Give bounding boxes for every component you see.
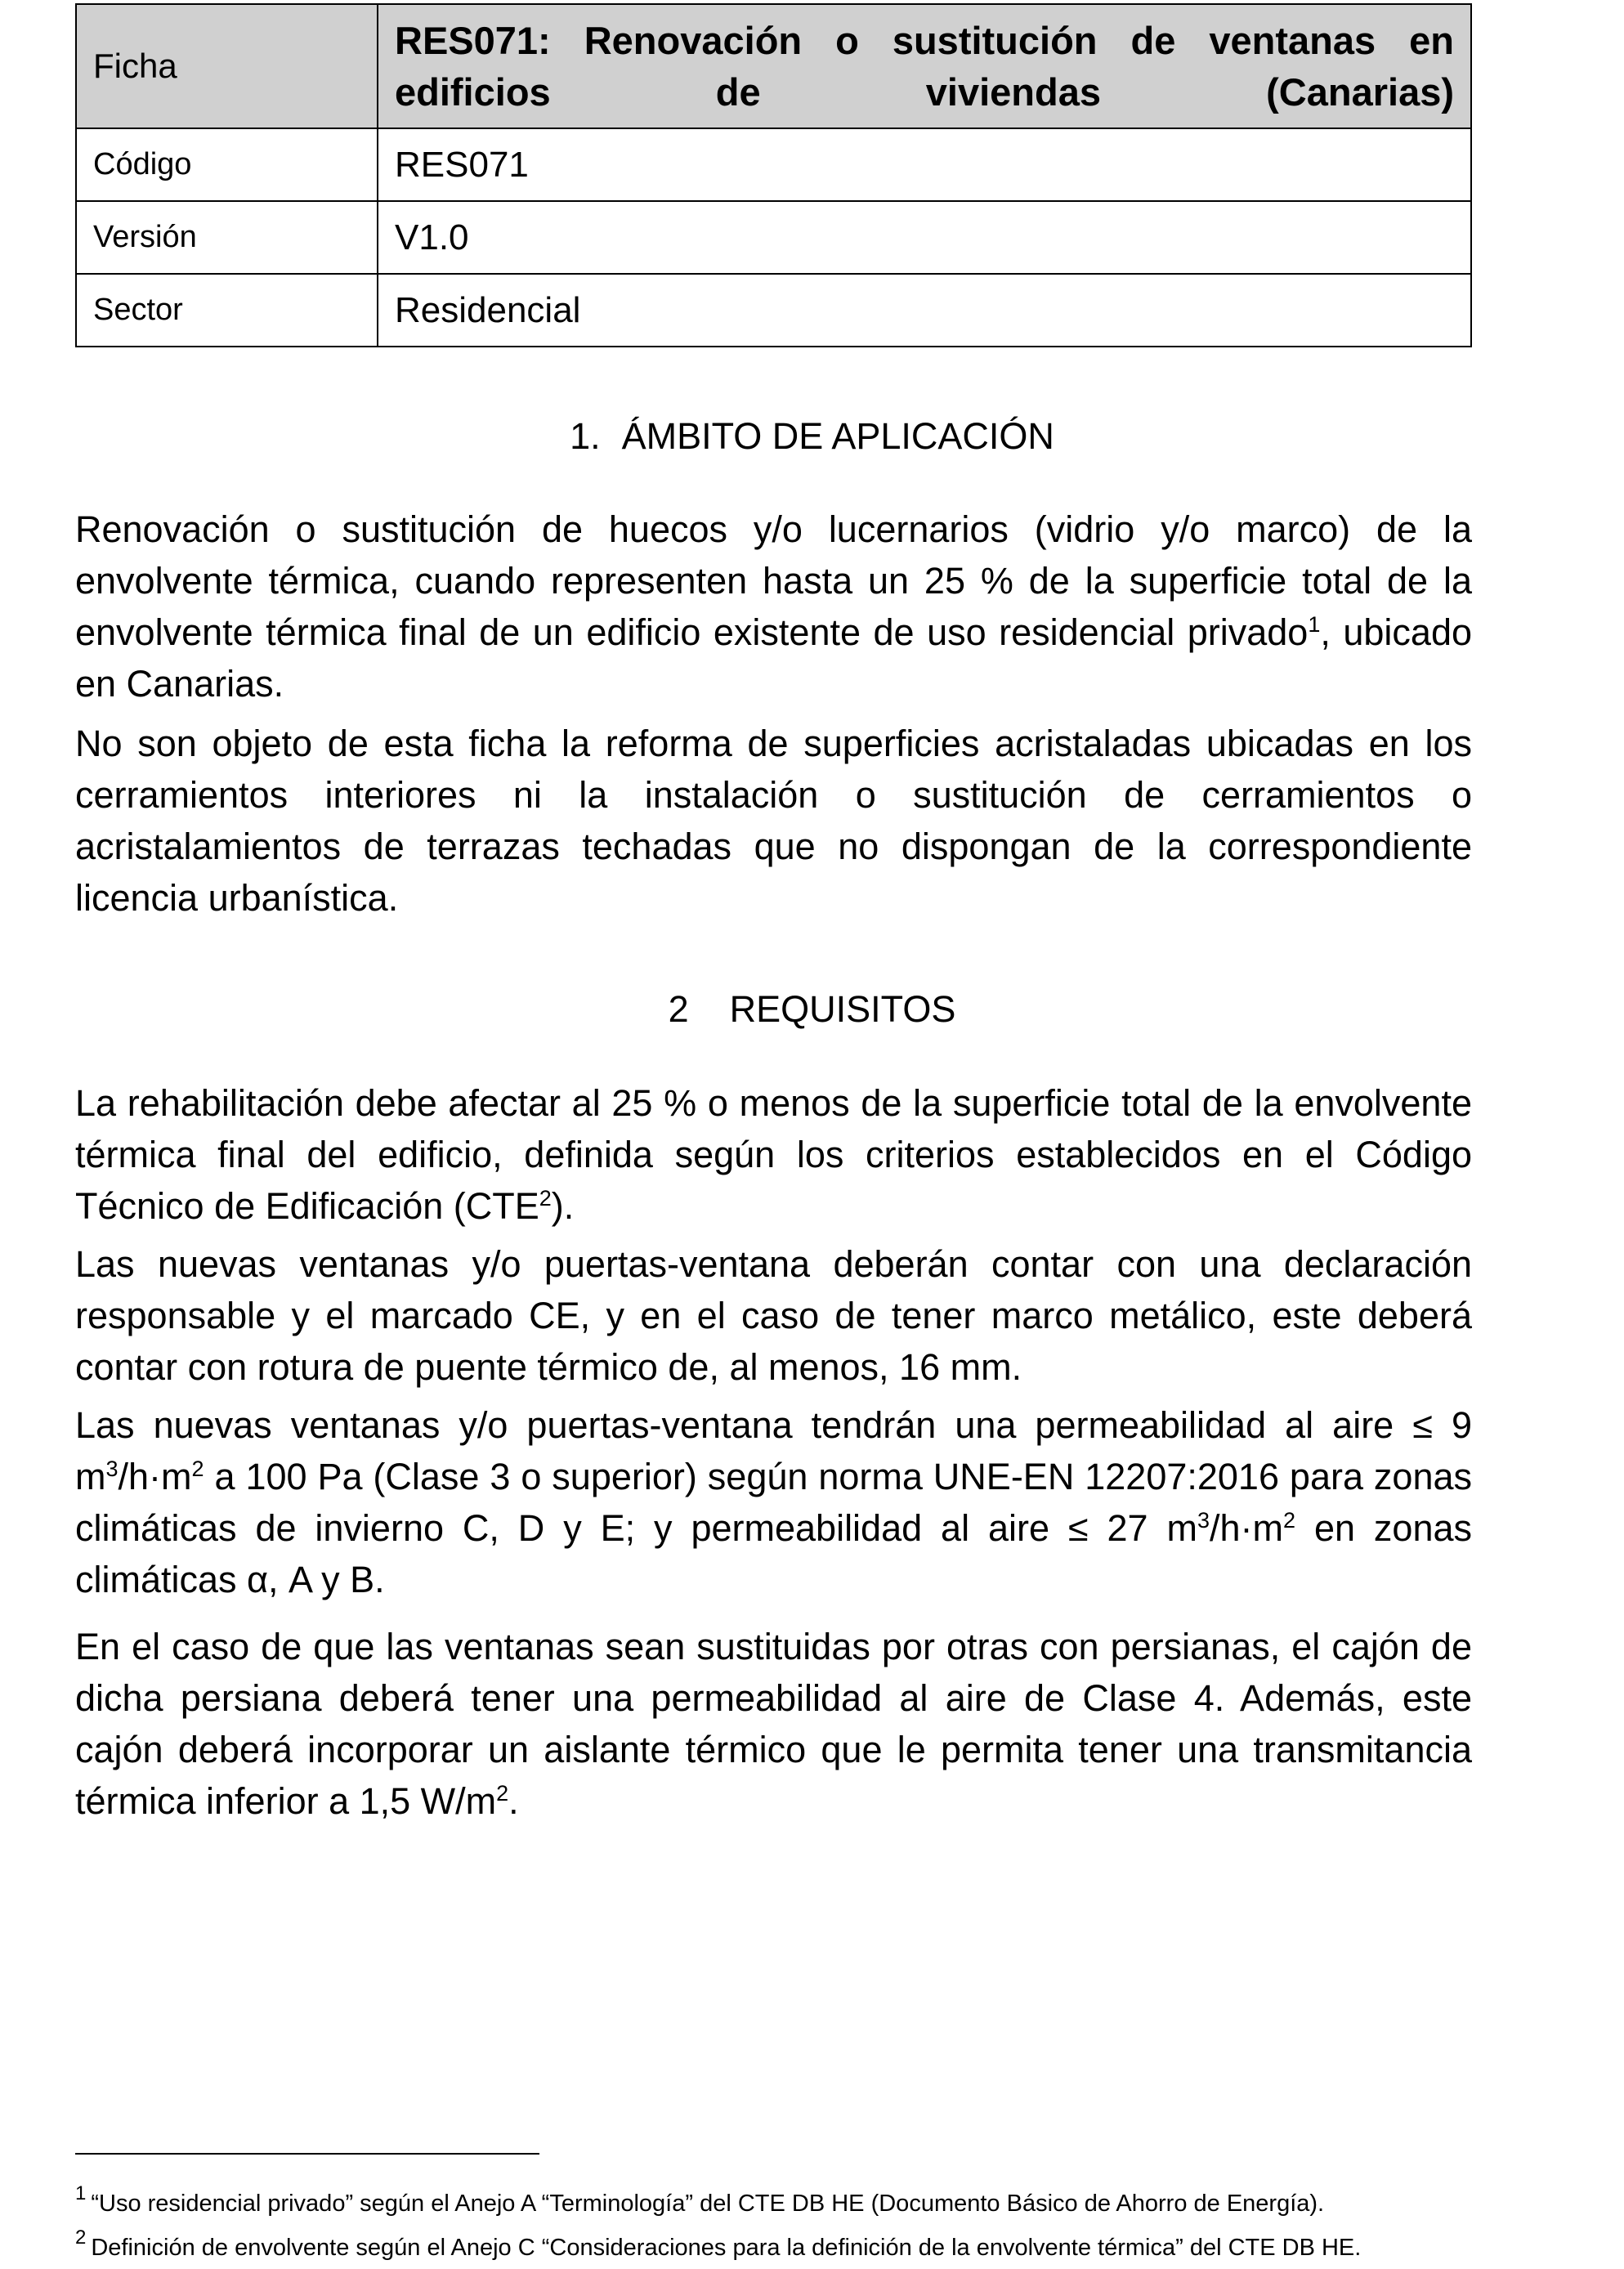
req-p3-part-e: en zonas climáticas α, A y B. (75, 1507, 1472, 1600)
footnote-2-mark: 2 (75, 2226, 87, 2249)
codigo-label: Código (76, 128, 378, 201)
req-p3-part-a: Las nuevas ventanas y/o puertas-ventana tendrán una permeabilidad al aire ≤ 9 m (75, 1404, 1472, 1497)
section-1-heading (0, 414, 1624, 459)
codigo-row (76, 128, 1471, 201)
footnote-ref-2[interactable]: 2 (539, 1186, 552, 1211)
scope-paragraph-1-end: , ubicado en Canarias. (75, 611, 1472, 705)
requirements-paragraph-1-text: La rehabilitación debe afectar al 25 % o menos de la superficie total de la envolvente térmica final del edificio, definida según los criterios establecidos en el Código Técnico de Edificación (CTE (75, 1082, 1472, 1227)
scope-paragraph-1 (75, 503, 1472, 709)
section-2-number: 2 (668, 988, 689, 1030)
section-1-number: 1. (570, 415, 601, 457)
req-p4-text: En el caso de que las ventanas sean sustituidas por otras con persianas, el cajón de dicha persiana deberá tener una permeabilidad al aire de Clase 4. Además, este cajón deberá incorporar un aislante térmico que le permita tener una transmitancia térmica inferior a 1,5 W/m (75, 1626, 1472, 1822)
sector-row (76, 274, 1471, 347)
ficha-row (76, 4, 1471, 128)
req-p4-sup: 2 (496, 1781, 509, 1806)
req-p3-sup-1: 3 (105, 1457, 119, 1481)
req-p3-sup-2: 2 (191, 1457, 204, 1481)
scope-paragraph-2: No son objeto de esta ficha la reforma de superficies acristaladas ubicadas en los cerramientos interiores ni la instalación o sustitución de cerramientos o acristalamientos de terrazas techadas que no dispongan de la correspondiente licencia urbanística. (75, 723, 1472, 919)
requirements-paragraph-1-end: ). (551, 1185, 575, 1227)
version-label: Versión (76, 201, 378, 274)
requirements-paragraph-2: Las nuevas ventanas y/o puertas-ventana deberán contar con una declaración responsable y el marcado CE, y en el caso de tener marco metálico, este deberá contar con rotura de puente térmico de, al menos, 16 mm. (75, 1243, 1472, 1388)
requirements-paragraph-1 (75, 1077, 1472, 1232)
req-p3-sup-4: 2 (1283, 1508, 1296, 1533)
requirements-paragraph-4 (75, 1621, 1472, 1827)
section-2-heading (0, 987, 1624, 1032)
version-value: V1.0 (378, 201, 1471, 274)
ficha-label: Ficha (76, 4, 378, 128)
req-p3-part-c: a 100 Pa (Clase 3 o superior) según norma UNE-EN 12207:2016 para zonas climáticas de invierno C, D y E; y permeabilidad al aire ≤ 27 m (75, 1456, 1472, 1549)
req-p3-part-d: /h·m (1210, 1507, 1284, 1549)
req-p3-part-b: /h·m (118, 1456, 192, 1497)
section-2-title: REQUISITOS (729, 988, 956, 1030)
footnote-2 (75, 2222, 1514, 2264)
sector-value: Residencial (378, 274, 1471, 347)
req-p4-end: . (508, 1780, 519, 1822)
info-table (75, 3, 1472, 347)
scope-paragraph-1-text: Renovación o sustitución de huecos y/o lucernarios (vidrio y/o marco) de la envolvente térmica, cuando representen hasta un 25 % de la superficie total de la envolvente térmica final de un edificio existente de uso residencial privado (75, 508, 1472, 653)
codigo-value: RES071 (378, 128, 1471, 201)
footnote-divider (75, 2153, 539, 2155)
footnote-2-text: Definición de envolvente según el Anejo C “Consideraciones para la definición de la envolvente térmica” del CTE DB HE. (91, 2235, 1362, 2261)
ficha-title: RES071: Renovación o sustitución de ventanas en edificios de viviendas (Canarias) (378, 4, 1471, 128)
sector-label: Sector (76, 274, 378, 347)
version-row (76, 201, 1471, 274)
req-p3-sup-3: 3 (1197, 1508, 1210, 1533)
requirements-paragraph-3 (75, 1399, 1472, 1605)
footnote-1-mark: 1 (75, 2182, 87, 2204)
footnote-1 (75, 2177, 1514, 2220)
footnote-ref-1[interactable]: 1 (1308, 612, 1321, 637)
footnote-1-text: “Uso residencial privado” según el Anejo A “Terminología” del CTE DB HE (Documento Básico de Ahorro de Energía). (91, 2191, 1325, 2217)
section-1-title: ÁMBITO DE APLICACIÓN (621, 415, 1054, 457)
